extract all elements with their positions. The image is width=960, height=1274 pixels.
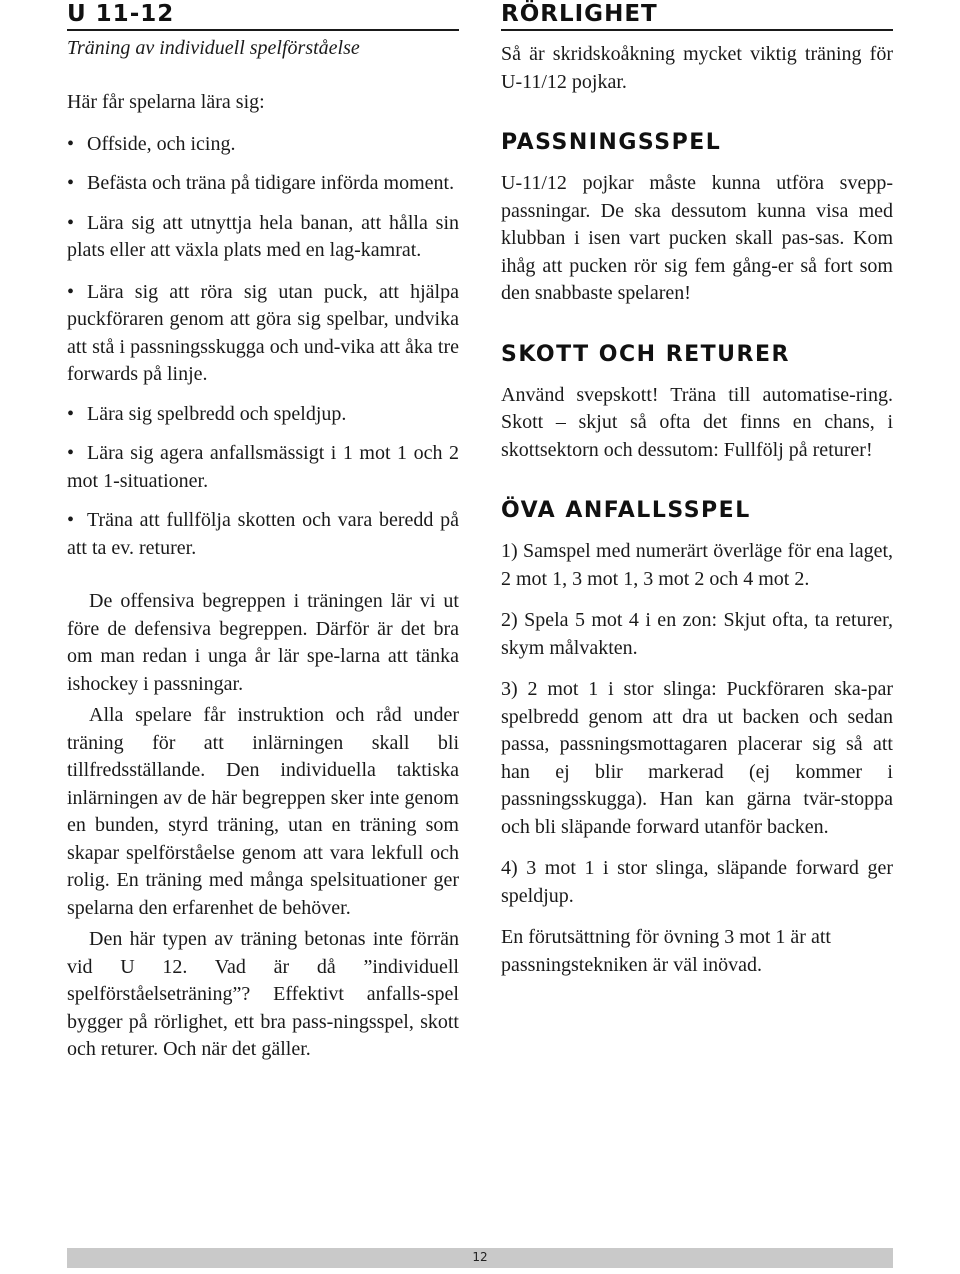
section-text: U-11/12 pojkar måste kunna utföra svepp-passningar. De ska dessutom kunna visa med klubban i isen vart pucken skall pas-sas. Kom ihåg att pucken rör sig fem gång-er så fort som den snabbaste spelaren! [501,172,893,304]
body-paragraph: Alla spelare får instruktion och råd under träning för att inlärningen skall bli tillfredsställande. Den individuella taktiska inlärningen av de här begreppen sker inte genom en bunden, styrd träning, utan en träning som skapar spelförståelse genom att vara lekfull och rolig. En träning med många spelsituationer ger spelarna den erfarenhet de behöver. [67,704,459,919]
body-paragraph: Den här typen av träning betonas inte förrän vid U 12. Vad är då ”individuell spelförståelseträning”? Effektivt anfalls-spel bygger på rörlighet, ett bra pass-ningsspel, skott och returer. Och när det gäller. [67,928,459,1060]
section-title: PASSNINGSSPEL [501,130,722,155]
section-text: Så är skridskoåkning mycket viktig träning för U-11/12 pojkar. [501,43,893,93]
bullet-icon: • [67,172,75,194]
section-title: RÖRLIGHET [501,1,658,27]
bullet-icon: • [67,402,75,425]
section-ova-anfallsspel [501,498,893,979]
section-passningsspel [501,130,893,308]
bullet-icon: • [67,509,75,531]
section-rule [501,29,893,31]
exercise-item: 1) Samspel med numerärt överläge för ena laget, 2 mot 1, 3 mot 1, 3 mot 2 och 4 mot 2. [501,540,893,590]
footer-bar [67,1248,893,1268]
section-rorlighet [501,0,893,96]
section-title: ÖVA ANFALLSSPEL [501,498,751,523]
bullet-icon: • [67,442,75,464]
list-item: • Träna att fullfölja skotten och vara beredd på att ta ev. returer. [67,509,459,559]
exercise-item: 2) Spela 5 mot 4 i en zon: Skjut ofta, ta returer, skym målvakten. [501,609,893,659]
heading-rule [67,29,459,31]
list-item: • Lära sig spelbredd och speldjup. [67,401,459,429]
bullet-icon: • [67,280,75,303]
left-column [67,0,459,1064]
closing-note: En förutsättning för övning 3 mot 1 är att passningstekniken är väl inövad. [501,926,831,976]
list-item: • Offside, och icing. [67,131,459,159]
section-title: SKOTT OCH RETURER [501,341,790,367]
section-skott-och-returer [501,342,893,465]
exercise-item: 4) 3 mot 1 i stor slinga, släpande forward ger speldjup. [501,857,893,907]
list-item: • Lära sig att röra sig utan puck, att hjälpa puckföraren genom att göra sig spelbar, undvika att stå i passningsskugga och und-vika att åka tre forwards på linje. [67,280,459,385]
page-number: 12 [472,1250,488,1264]
list-item: • Befästa och träna på tidigare införda moment. [67,170,459,198]
page-heading: U 11-12 [67,1,175,27]
right-column [501,0,893,979]
exercise-item: 3) 2 mot 1 i stor slinga: Puckföraren ska-par spelbredd genom att dra ut backen och sedan passa, passningsmottagaren placerar sig så att han ej blir markerad (ej kommer i passningsskugga). Han kan gärna tvär-stoppa och bli släpande forward utanför backen. [501,678,893,838]
section-text: Använd svepskott! Träna till automatise-ring. Skott – skjut så ofta det finns en chans, i skottsektorn och dessutom: Fullfölj på returer! [501,383,893,461]
body-paragraph: De offensiva begreppen i träningen lär vi ut före de defensiva begreppen. Därför är det bra om man redan i unga år lär spe-larna att tänka ishockey i passningar. [67,590,459,695]
list-item: • Lära sig att utnyttja hela banan, att hålla sin plats eller att växla plats med en lag-kamrat. [67,211,459,261]
page-subtitle: Träning av individuell spelförståelse [67,37,360,59]
list-item: • Lära sig agera anfallsmässigt i 1 mot 1 och 2 mot 1-situationer. [67,442,459,492]
learning-goals-list [67,131,459,563]
bullet-icon: • [67,132,75,155]
bullet-icon: • [67,211,75,234]
intro-text: Här får spelarna lära sig: [67,91,265,113]
